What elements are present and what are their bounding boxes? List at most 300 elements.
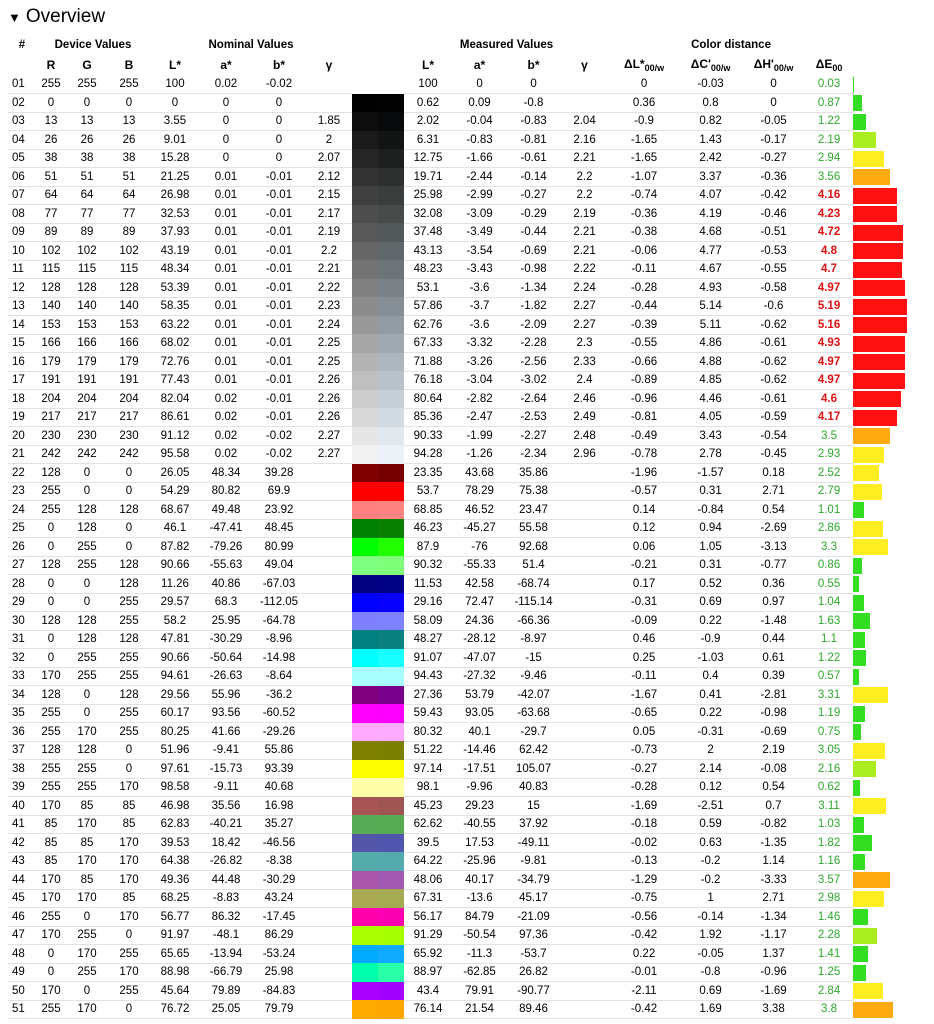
delta-e-bar bbox=[853, 706, 865, 722]
measured-a: 0.09 bbox=[452, 94, 507, 113]
nominal-a: 0.02 bbox=[200, 75, 252, 94]
device-r: 0 bbox=[36, 630, 66, 649]
overview-section-toggle[interactable] bbox=[8, 4, 105, 30]
delta-c: 4.93 bbox=[679, 279, 742, 298]
table-row bbox=[8, 556, 925, 575]
measured-gamma bbox=[560, 667, 609, 686]
nominal-a: -9.41 bbox=[200, 741, 252, 760]
delta-h: -0.62 bbox=[742, 371, 805, 390]
measured-swatch bbox=[378, 464, 404, 483]
device-g: 230 bbox=[66, 427, 108, 446]
device-r: 217 bbox=[36, 408, 66, 427]
delta-l: -0.49 bbox=[609, 427, 679, 446]
row-index: 25 bbox=[8, 519, 36, 538]
measured-l: 2.02 bbox=[404, 112, 452, 131]
nominal-swatch bbox=[352, 94, 378, 113]
measured-gamma bbox=[560, 556, 609, 575]
measured-gamma bbox=[560, 94, 609, 113]
delta-l: -1.65 bbox=[609, 149, 679, 168]
nominal-gamma bbox=[306, 908, 352, 927]
delta-e: 2.93 bbox=[805, 445, 853, 464]
device-b: 170 bbox=[108, 852, 150, 871]
delta-h: -1.48 bbox=[742, 612, 805, 631]
nominal-b: -0.01 bbox=[252, 223, 306, 242]
nominal-a: -79.26 bbox=[200, 538, 252, 557]
delta-h: -0.27 bbox=[742, 149, 805, 168]
measured-b: -9.46 bbox=[507, 667, 560, 686]
nominal-l: 100 bbox=[150, 75, 200, 94]
device-g: 170 bbox=[66, 815, 108, 834]
delta-l: 0.12 bbox=[609, 519, 679, 538]
table-row bbox=[8, 686, 925, 705]
nominal-b: -60.52 bbox=[252, 704, 306, 723]
nominal-swatch bbox=[352, 945, 378, 964]
delta-e-bar bbox=[853, 447, 884, 463]
measured-l: 94.43 bbox=[404, 667, 452, 686]
delta-e: 4.97 bbox=[805, 371, 853, 390]
color-swatch bbox=[352, 575, 404, 594]
measured-a: 84.79 bbox=[452, 908, 507, 927]
measured-a: -9.96 bbox=[452, 778, 507, 797]
delta-e: 1.19 bbox=[805, 704, 853, 723]
measured-l: 68.85 bbox=[404, 501, 452, 520]
device-g: 170 bbox=[66, 945, 108, 964]
delta-e-bar-cell bbox=[853, 445, 925, 464]
color-swatch bbox=[352, 371, 404, 390]
measured-a: -62.85 bbox=[452, 963, 507, 982]
nominal-gamma: 2.2 bbox=[306, 242, 352, 261]
delta-e-bar bbox=[853, 151, 884, 167]
color-swatch bbox=[352, 316, 404, 335]
measured-swatch bbox=[378, 778, 404, 797]
nominal-a: 40.86 bbox=[200, 575, 252, 594]
delta-e-bar-cell bbox=[853, 538, 925, 557]
delta-c: 0.8 bbox=[679, 94, 742, 113]
delta-e-bar bbox=[853, 299, 907, 315]
nominal-swatch bbox=[352, 778, 378, 797]
color-swatch bbox=[352, 982, 404, 1001]
device-g: 140 bbox=[66, 297, 108, 316]
delta-c: 0.41 bbox=[679, 686, 742, 705]
nominal-b: -29.26 bbox=[252, 723, 306, 742]
measured-a: 53.79 bbox=[452, 686, 507, 705]
measured-a: -1.26 bbox=[452, 445, 507, 464]
delta-l: -1.65 bbox=[609, 131, 679, 150]
nominal-gamma bbox=[306, 834, 352, 853]
nominal-gamma: 2.15 bbox=[306, 186, 352, 205]
delta-e-bar-cell bbox=[853, 963, 925, 982]
nominal-l: 95.58 bbox=[150, 445, 200, 464]
delta-l: -0.36 bbox=[609, 205, 679, 224]
row-index: 45 bbox=[8, 889, 36, 908]
delta-e-bar-cell bbox=[853, 686, 925, 705]
nominal-a: 48.34 bbox=[200, 464, 252, 483]
measured-b: 26.82 bbox=[507, 963, 560, 982]
delta-e-bar bbox=[853, 928, 877, 944]
nominal-b: -36.2 bbox=[252, 686, 306, 705]
delta-e-bar bbox=[853, 687, 888, 703]
delta-e-bar-cell bbox=[853, 131, 925, 150]
device-r: 255 bbox=[36, 778, 66, 797]
delta-e-bar bbox=[853, 780, 860, 796]
measured-swatch bbox=[378, 334, 404, 353]
delta-h: 3.38 bbox=[742, 1000, 805, 1019]
nominal-l: 53.39 bbox=[150, 279, 200, 298]
delta-c: 0.52 bbox=[679, 575, 742, 594]
device-r: 0 bbox=[36, 575, 66, 594]
measured-gamma bbox=[560, 649, 609, 668]
delta-e-bar bbox=[853, 225, 903, 241]
delta-c: 0.63 bbox=[679, 834, 742, 853]
table-row bbox=[8, 612, 925, 631]
nominal-l: 26.98 bbox=[150, 186, 200, 205]
delta-c: 4.86 bbox=[679, 334, 742, 353]
nominal-b: -0.01 bbox=[252, 186, 306, 205]
delta-e: 2.94 bbox=[805, 149, 853, 168]
col-nominal-b: b* bbox=[273, 57, 285, 72]
measured-swatch bbox=[378, 519, 404, 538]
nominal-gamma bbox=[306, 686, 352, 705]
delta-h: -1.34 bbox=[742, 908, 805, 927]
measured-b: -0.98 bbox=[507, 260, 560, 279]
table-row bbox=[8, 75, 925, 94]
measured-l: 91.07 bbox=[404, 649, 452, 668]
row-index: 33 bbox=[8, 667, 36, 686]
device-b: 128 bbox=[108, 556, 150, 575]
delta-e-bar bbox=[853, 743, 885, 759]
nominal-gamma: 2.26 bbox=[306, 408, 352, 427]
nominal-a: -48.1 bbox=[200, 926, 252, 945]
row-index: 47 bbox=[8, 926, 36, 945]
table-row bbox=[8, 760, 925, 779]
color-swatch bbox=[352, 186, 404, 205]
nominal-swatch bbox=[352, 908, 378, 927]
measured-gamma bbox=[560, 575, 609, 594]
measured-l: 76.14 bbox=[404, 1000, 452, 1019]
row-index: 37 bbox=[8, 741, 36, 760]
measured-swatch bbox=[378, 556, 404, 575]
delta-e-bar bbox=[853, 77, 854, 93]
device-g: 77 bbox=[66, 205, 108, 224]
nominal-l: 26.05 bbox=[150, 464, 200, 483]
measured-a: 24.36 bbox=[452, 612, 507, 631]
nominal-l: 51.96 bbox=[150, 741, 200, 760]
nominal-l: 98.58 bbox=[150, 778, 200, 797]
delta-h: -0.61 bbox=[742, 334, 805, 353]
delta-h: -1.17 bbox=[742, 926, 805, 945]
measured-a: 78.29 bbox=[452, 482, 507, 501]
col-measured-l: L* bbox=[422, 57, 435, 72]
color-swatch bbox=[352, 630, 404, 649]
color-swatch bbox=[352, 408, 404, 427]
device-r: 255 bbox=[36, 723, 66, 742]
nominal-a: 0 bbox=[200, 112, 252, 131]
device-g: 64 bbox=[66, 186, 108, 205]
table-row bbox=[8, 205, 925, 224]
table-row bbox=[8, 427, 925, 446]
delta-e: 2.79 bbox=[805, 482, 853, 501]
delta-e-bar bbox=[853, 576, 859, 592]
nominal-l: 46.1 bbox=[150, 519, 200, 538]
color-swatch bbox=[352, 871, 404, 890]
measured-gamma bbox=[560, 926, 609, 945]
measured-gamma: 2.46 bbox=[560, 390, 609, 409]
delta-e: 2.86 bbox=[805, 519, 853, 538]
measured-a: -47.07 bbox=[452, 649, 507, 668]
table-row bbox=[8, 741, 925, 760]
triangle-down-icon[interactable]: ▼ bbox=[8, 9, 21, 25]
delta-h: 0.61 bbox=[742, 649, 805, 668]
measured-gamma: 2.48 bbox=[560, 427, 609, 446]
nominal-gamma: 2.27 bbox=[306, 427, 352, 446]
delta-c: 4.05 bbox=[679, 408, 742, 427]
delta-e: 3.05 bbox=[805, 741, 853, 760]
delta-e-bar-cell bbox=[853, 908, 925, 927]
row-index: 03 bbox=[8, 112, 36, 131]
col-measured-gamma: γ bbox=[581, 57, 588, 72]
measured-b: -2.53 bbox=[507, 408, 560, 427]
delta-c: -2.51 bbox=[679, 797, 742, 816]
row-index: 17 bbox=[8, 371, 36, 390]
delta-e-bar bbox=[853, 798, 886, 814]
measured-l: 59.43 bbox=[404, 704, 452, 723]
nominal-b: -8.64 bbox=[252, 667, 306, 686]
delta-c: 0.94 bbox=[679, 519, 742, 538]
delta-e-bar bbox=[853, 891, 884, 907]
delta-e-bar-cell bbox=[853, 797, 925, 816]
header-nominal-values: Nominal Values bbox=[208, 39, 294, 51]
nominal-a: 0.01 bbox=[200, 168, 252, 187]
nominal-b: 0 bbox=[252, 94, 306, 113]
device-g: 26 bbox=[66, 131, 108, 150]
nominal-a: 0.01 bbox=[200, 371, 252, 390]
measured-l: 51.22 bbox=[404, 741, 452, 760]
row-index: 36 bbox=[8, 723, 36, 742]
nominal-l: 91.97 bbox=[150, 926, 200, 945]
delta-h: -0.59 bbox=[742, 408, 805, 427]
nominal-gamma: 2.22 bbox=[306, 279, 352, 298]
nominal-b: -64.78 bbox=[252, 612, 306, 631]
delta-l: -0.09 bbox=[609, 612, 679, 631]
delta-e-bar bbox=[853, 539, 888, 555]
delta-l: -0.75 bbox=[609, 889, 679, 908]
nominal-a: 35.56 bbox=[200, 797, 252, 816]
measured-b: -29.7 bbox=[507, 723, 560, 742]
nominal-a: 0.01 bbox=[200, 353, 252, 372]
nominal-gamma bbox=[306, 575, 352, 594]
device-b: 0 bbox=[108, 538, 150, 557]
measured-l: 56.17 bbox=[404, 908, 452, 927]
measured-a: -40.55 bbox=[452, 815, 507, 834]
nominal-b: 43.24 bbox=[252, 889, 306, 908]
table-row bbox=[8, 168, 925, 187]
delta-h: -1.69 bbox=[742, 982, 805, 1001]
nominal-gamma bbox=[306, 482, 352, 501]
delta-c: 0.22 bbox=[679, 704, 742, 723]
delta-c: 4.46 bbox=[679, 390, 742, 409]
delta-e-bar-cell bbox=[853, 427, 925, 446]
delta-e-bar bbox=[853, 595, 864, 611]
delta-l: 0 bbox=[609, 75, 679, 94]
measured-gamma bbox=[560, 1000, 609, 1019]
delta-c: 4.19 bbox=[679, 205, 742, 224]
device-b: 170 bbox=[108, 871, 150, 890]
delta-e: 3.31 bbox=[805, 686, 853, 705]
delta-e: 1.1 bbox=[805, 630, 853, 649]
delta-e-bar bbox=[853, 909, 868, 925]
delta-c: 1 bbox=[679, 889, 742, 908]
delta-c: 3.43 bbox=[679, 427, 742, 446]
row-index: 07 bbox=[8, 186, 36, 205]
measured-swatch bbox=[378, 575, 404, 594]
nominal-l: 94.61 bbox=[150, 667, 200, 686]
nominal-l: 60.17 bbox=[150, 704, 200, 723]
device-r: 115 bbox=[36, 260, 66, 279]
color-swatch bbox=[352, 852, 404, 871]
nominal-gamma: 2.23 bbox=[306, 297, 352, 316]
measured-gamma bbox=[560, 963, 609, 982]
delta-e: 4.23 bbox=[805, 205, 853, 224]
nominal-a: 55.96 bbox=[200, 686, 252, 705]
device-r: 170 bbox=[36, 982, 66, 1001]
table-row bbox=[8, 575, 925, 594]
table-row bbox=[8, 797, 925, 816]
delta-l: -0.27 bbox=[609, 760, 679, 779]
nominal-swatch bbox=[352, 593, 378, 612]
measured-gamma: 2.96 bbox=[560, 445, 609, 464]
measured-b: 105.07 bbox=[507, 760, 560, 779]
table-row bbox=[8, 316, 925, 335]
row-index: 16 bbox=[8, 353, 36, 372]
nominal-l: 56.77 bbox=[150, 908, 200, 927]
measured-b: 37.92 bbox=[507, 815, 560, 834]
measured-b: -0.29 bbox=[507, 205, 560, 224]
nominal-gamma bbox=[306, 963, 352, 982]
measured-a: 79.91 bbox=[452, 982, 507, 1001]
nominal-gamma bbox=[306, 75, 352, 94]
delta-e-bar-cell bbox=[853, 834, 925, 853]
nominal-b: 0 bbox=[252, 112, 306, 131]
measured-a: -11.3 bbox=[452, 945, 507, 964]
delta-e-bar bbox=[853, 817, 864, 833]
measured-b: 55.58 bbox=[507, 519, 560, 538]
measured-swatch bbox=[378, 297, 404, 316]
measured-l: 32.08 bbox=[404, 205, 452, 224]
measured-swatch bbox=[378, 649, 404, 668]
device-g: 85 bbox=[66, 871, 108, 890]
device-r: 38 bbox=[36, 149, 66, 168]
delta-e-bar-cell bbox=[853, 390, 925, 409]
col-r: R bbox=[46, 57, 56, 72]
device-r: 255 bbox=[36, 908, 66, 927]
delta-l: -0.44 bbox=[609, 297, 679, 316]
delta-l: -1.96 bbox=[609, 464, 679, 483]
delta-e-bar-cell bbox=[853, 852, 925, 871]
measured-l: 0.62 bbox=[404, 94, 452, 113]
delta-l: -0.57 bbox=[609, 482, 679, 501]
delta-h: -0.36 bbox=[742, 168, 805, 187]
nominal-swatch bbox=[352, 205, 378, 224]
device-b: 170 bbox=[108, 834, 150, 853]
row-index: 09 bbox=[8, 223, 36, 242]
delta-l: -0.39 bbox=[609, 316, 679, 335]
nominal-gamma bbox=[306, 649, 352, 668]
measured-b: -0.69 bbox=[507, 242, 560, 261]
measured-l: 90.32 bbox=[404, 556, 452, 575]
nominal-swatch bbox=[352, 556, 378, 575]
delta-e-bar bbox=[853, 428, 890, 444]
delta-e-bar-cell bbox=[853, 778, 925, 797]
delta-l: 0.36 bbox=[609, 94, 679, 113]
nominal-b: 39.28 bbox=[252, 464, 306, 483]
header-measured-values: Measured Values bbox=[459, 39, 554, 51]
delta-e: 1.03 bbox=[805, 815, 853, 834]
device-g: 255 bbox=[66, 649, 108, 668]
device-b: 85 bbox=[108, 815, 150, 834]
measured-b: 97.36 bbox=[507, 926, 560, 945]
delta-e: 2.16 bbox=[805, 760, 853, 779]
measured-l: 37.48 bbox=[404, 223, 452, 242]
measured-a: -3.7 bbox=[452, 297, 507, 316]
delta-l: -0.21 bbox=[609, 556, 679, 575]
nominal-b: 48.45 bbox=[252, 519, 306, 538]
delta-e-bar-cell bbox=[853, 186, 925, 205]
measured-gamma bbox=[560, 815, 609, 834]
nominal-a: 0.01 bbox=[200, 242, 252, 261]
nominal-a: 0 bbox=[200, 131, 252, 150]
delta-h: -3.13 bbox=[742, 538, 805, 557]
table-body bbox=[8, 75, 925, 1019]
measured-swatch bbox=[378, 815, 404, 834]
color-swatch bbox=[352, 149, 404, 168]
measured-swatch bbox=[378, 75, 404, 94]
delta-l: -0.02 bbox=[609, 834, 679, 853]
measured-a: 40.1 bbox=[452, 723, 507, 742]
device-g: 0 bbox=[66, 982, 108, 1001]
nominal-b: -30.29 bbox=[252, 871, 306, 890]
nominal-b: -0.01 bbox=[252, 334, 306, 353]
delta-e-bar-cell bbox=[853, 223, 925, 242]
delta-h: -0.58 bbox=[742, 279, 805, 298]
delta-l: -0.28 bbox=[609, 778, 679, 797]
measured-b: -2.64 bbox=[507, 390, 560, 409]
col-measured-a: a* bbox=[473, 57, 486, 72]
nominal-swatch bbox=[352, 612, 378, 631]
nominal-l: 64.38 bbox=[150, 852, 200, 871]
delta-l: 0.06 bbox=[609, 538, 679, 557]
measured-a: -1.66 bbox=[452, 149, 507, 168]
delta-e-bar-cell bbox=[853, 464, 925, 483]
nominal-swatch bbox=[352, 815, 378, 834]
delta-e-bar bbox=[853, 132, 876, 148]
measured-l: 23.35 bbox=[404, 464, 452, 483]
device-g: 128 bbox=[66, 741, 108, 760]
delta-l: -2.11 bbox=[609, 982, 679, 1001]
device-g: 0 bbox=[66, 686, 108, 705]
nominal-a: -30.29 bbox=[200, 630, 252, 649]
device-r: 255 bbox=[36, 75, 66, 94]
measured-b: 92.68 bbox=[507, 538, 560, 557]
nominal-b: 40.68 bbox=[252, 778, 306, 797]
measured-swatch bbox=[378, 538, 404, 557]
nominal-swatch bbox=[352, 871, 378, 890]
color-swatch bbox=[352, 741, 404, 760]
nominal-gamma bbox=[306, 778, 352, 797]
device-g: 153 bbox=[66, 316, 108, 335]
nominal-gamma: 2.07 bbox=[306, 149, 352, 168]
nominal-swatch bbox=[352, 464, 378, 483]
col-nominal-l: L* bbox=[169, 57, 181, 72]
